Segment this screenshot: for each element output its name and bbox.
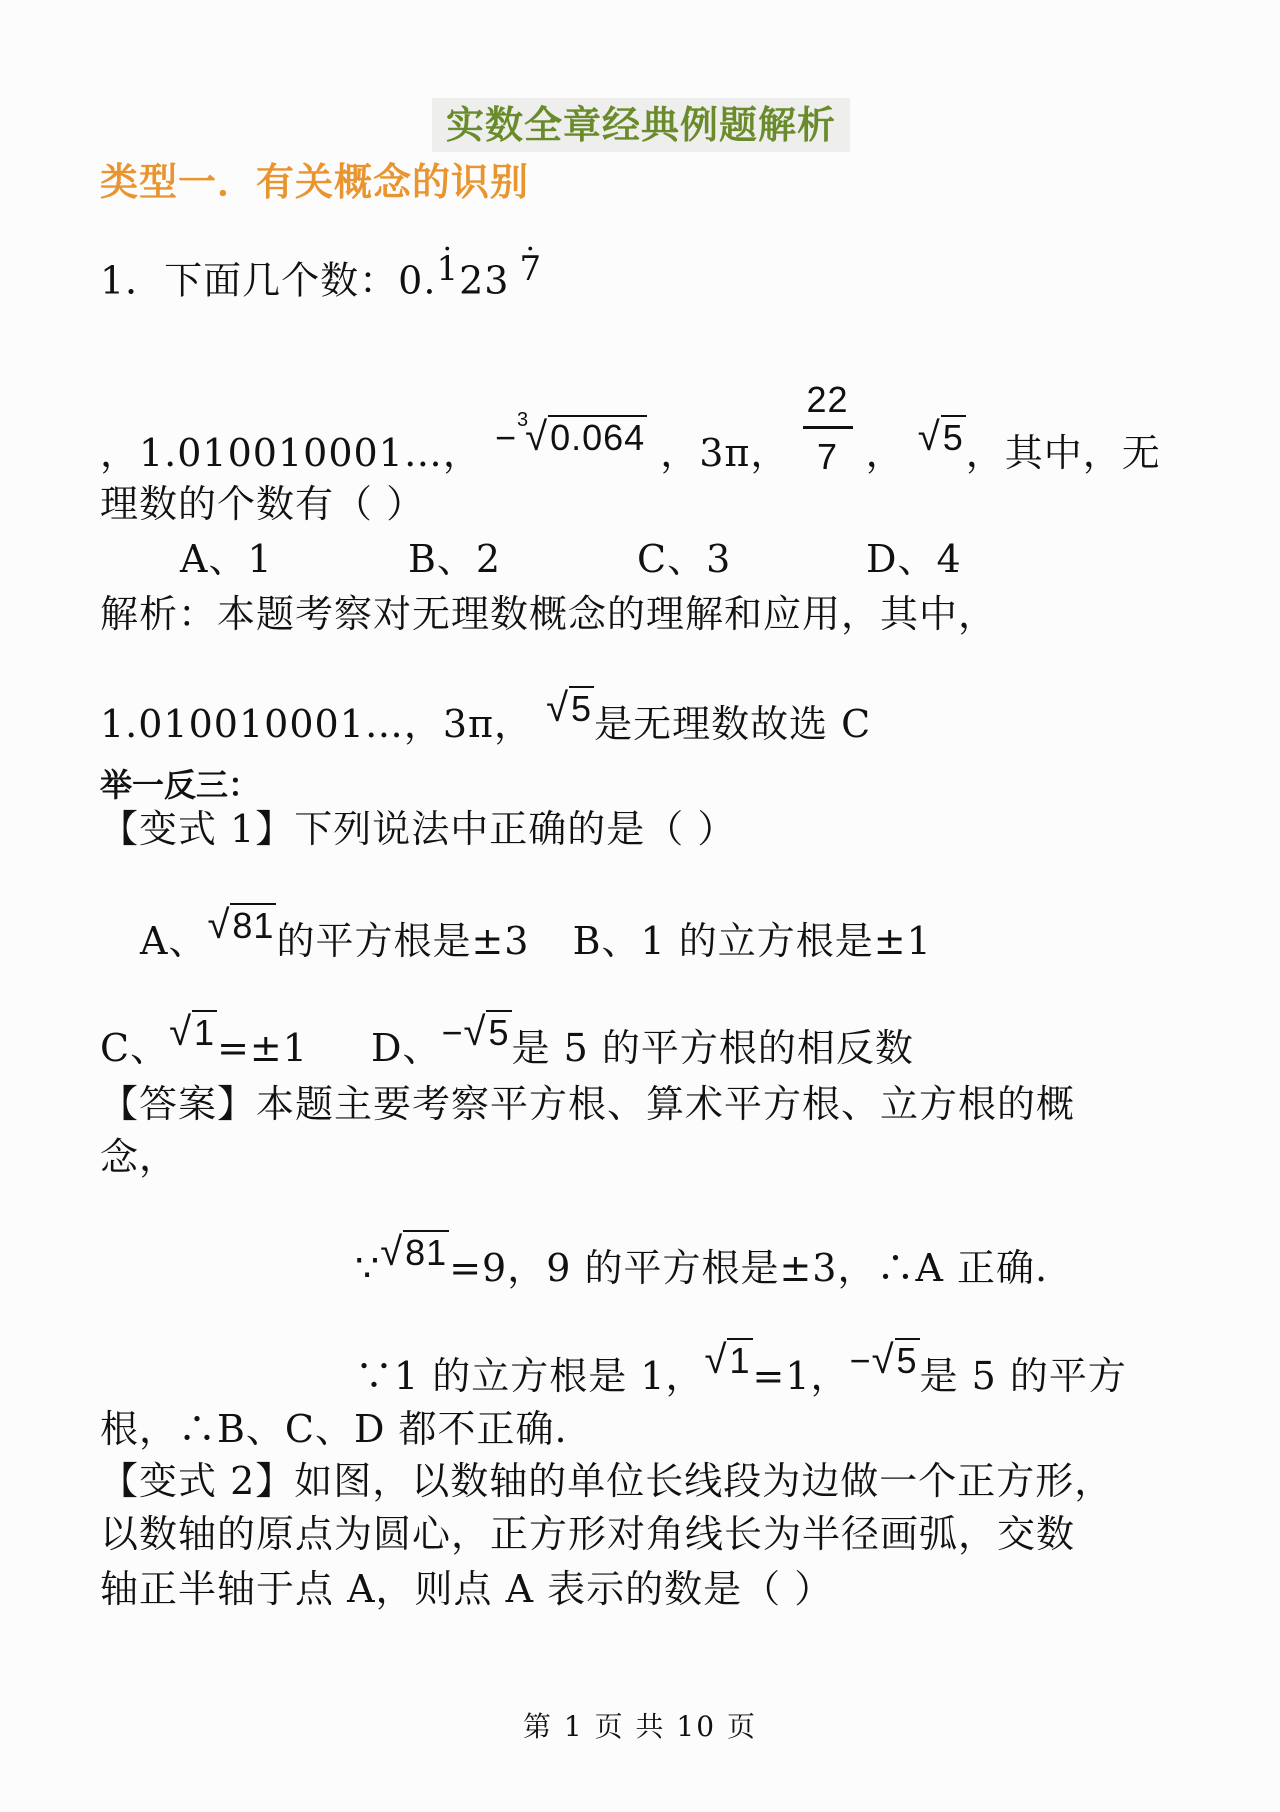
sqrt-expression (380, 1232, 449, 1272)
page-footer: 第 1 页 共 10 页 (523, 1710, 757, 1743)
radicand: 1 (729, 1340, 751, 1381)
minus-sign: − (849, 1340, 872, 1381)
reason2 (355, 1338, 1127, 1399)
radical-icon: √ (525, 415, 549, 459)
variant2-line1: 【变式 2】如图，以数轴的单位长线段为边做一个正方形， (100, 1459, 1114, 1503)
variant1-stem: 【变式 1】下列说法中正确的是（ ） (100, 807, 737, 851)
option-b: B、2 (408, 537, 502, 581)
radicand: 5 (896, 1340, 918, 1381)
line2-lead: ，1.010010001…， (100, 431, 482, 476)
fraction-denominator: 7 (817, 436, 839, 478)
option-c: C、3 (637, 537, 732, 581)
answer-line2: 念， (100, 1135, 179, 1179)
middle-digits: 23 (459, 258, 510, 303)
question1-prefix: 1．下面几个数：0. (100, 258, 437, 303)
analysis-tail: 是无理数故选 C (594, 702, 872, 747)
fraction-22-7 (803, 379, 853, 478)
option-a-tail: 的平方根是±3 (276, 919, 530, 964)
reason2-tail: 是 5 的平方 (919, 1354, 1127, 1399)
variant1-options-ab (140, 903, 932, 964)
option-d-label: D、 (371, 1026, 442, 1071)
cube-root-expression (495, 410, 647, 457)
radical-icon: √ (917, 415, 941, 459)
neg-sqrt-expression (441, 1012, 511, 1052)
radicand: 1 (194, 1012, 216, 1053)
radicand: 5 (488, 1012, 510, 1053)
answer-line1: 【答案】本题主要考察平方根、算术平方根、立方根的概 (100, 1082, 1076, 1126)
fraction-numerator: 22 (803, 382, 853, 429)
minus-sign: − (441, 1012, 464, 1053)
variant2-line3: 轴正半轴于点 A，则点 A 表示的数是（ ） (100, 1567, 834, 1611)
sqrt-expression (705, 1340, 753, 1380)
option-a: A、1 (180, 537, 273, 581)
option-d-tail: 是 5 的平方根的相反数 (511, 1026, 914, 1071)
separator-3pi: ，3π， (660, 431, 790, 476)
option-c-tail: =±1 (217, 1026, 308, 1071)
radical-icon: √ (546, 686, 570, 730)
analysis-lead: 1.010010001…，3π， (100, 702, 533, 747)
line2-tail: ，其中，无 (965, 431, 1161, 476)
analysis-line2 (100, 686, 872, 747)
question1-line3: 理数的个数有（ ） (100, 482, 426, 526)
radicand: 81 (232, 905, 275, 946)
option-b: B、1 的立方根是±1 (572, 919, 932, 964)
reason3: 根，∴B、C、D 都不正确. (100, 1407, 568, 1451)
option-d: D、4 (866, 537, 962, 581)
reason1-tail: =9，9 的平方根是±3，∴A 正确. (449, 1246, 1049, 1291)
practice-label: 举一反三： (100, 766, 261, 804)
minus-sign: − (494, 417, 517, 458)
reason2-mid: =1， (752, 1354, 850, 1399)
analysis-line1: 解析：本题考察对无理数概念的理解和应用，其中， (100, 592, 998, 636)
radicand: 81 (405, 1232, 448, 1273)
document-title: 实数全章经典例题解析 (432, 98, 850, 152)
radical-icon: √ (704, 1338, 728, 1382)
question1-line1 (100, 249, 543, 303)
reason1 (355, 1230, 1049, 1291)
radical-icon: √ (463, 1010, 487, 1054)
radical-icon: √ (207, 903, 231, 947)
root-index: 3 (516, 409, 530, 431)
radical-icon: √ (169, 1010, 193, 1054)
sqrt-expression (546, 688, 594, 728)
because-symbol: ∵ (355, 1246, 381, 1291)
radical-icon: √ (871, 1338, 895, 1382)
section-heading: 类型一．有关概念的识别 (100, 160, 530, 204)
radicand: 0.064 (550, 417, 646, 458)
radicand: 5 (571, 688, 593, 729)
separator: ， (865, 431, 905, 476)
radical-icon: √ (380, 1230, 404, 1274)
sqrt-expression (207, 905, 276, 945)
sqrt-expression (169, 1012, 217, 1052)
neg-sqrt-expression (850, 1340, 920, 1380)
sqrt-expression (918, 417, 966, 457)
repeating-digit-start: . 1 (436, 252, 459, 286)
reason2-lead: ∵1 的立方根是 1， (355, 1354, 705, 1399)
radicand: 5 (942, 417, 964, 458)
option-a-label: A、 (140, 919, 208, 964)
option-c-label: C、 (100, 1026, 170, 1071)
variant1-options-cd (100, 1010, 914, 1071)
repeating-digit-end: . 7 (519, 252, 542, 286)
variant2-line2: 以数轴的原点为圆心，正方形对角线长为半径画弧，交数 (100, 1512, 1076, 1556)
